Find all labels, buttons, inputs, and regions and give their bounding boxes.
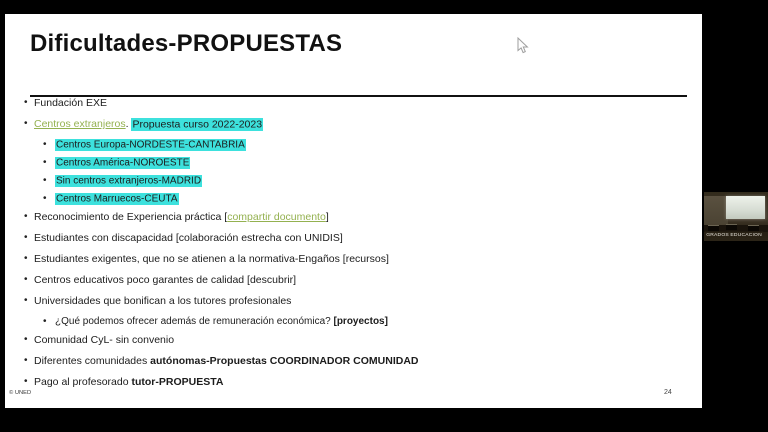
text-segment: Pago al profesorado	[34, 376, 132, 388]
bullet-item	[5, 175, 693, 187]
bullet-marker: •	[43, 175, 47, 186]
classroom-wall	[704, 196, 728, 226]
text-segment: Centros América-NOROESTE	[56, 157, 190, 168]
bullet-marker: •	[24, 253, 28, 264]
bullet-item	[5, 157, 693, 169]
bullet-marker: •	[43, 139, 47, 150]
bullet-marker: •	[24, 334, 28, 345]
bullet-item	[5, 253, 693, 265]
hyperlink[interactable]: compartir documento	[227, 211, 326, 223]
text-segment: Universidades que bonifican a los tutores profesionales	[34, 295, 292, 307]
bullet-item	[5, 376, 693, 388]
bullet-marker: •	[24, 274, 28, 285]
bullet-item	[5, 232, 693, 244]
bullet-marker: •	[43, 157, 47, 168]
bullet-marker: •	[24, 376, 28, 387]
text-segment: Reconocimiento de Experiencia práctica [	[34, 211, 228, 223]
bullet-item	[5, 211, 693, 223]
bullet-marker: •	[24, 211, 28, 222]
bullet-marker: •	[24, 355, 28, 366]
text-segment: Sin centros extranjeros-MADRID	[56, 175, 202, 186]
hyperlink[interactable]: Centros extranjeros	[34, 118, 126, 130]
bullet-item	[5, 118, 693, 130]
bullet-item	[5, 316, 693, 328]
bullet-item	[5, 295, 693, 307]
laptop-silhouette	[748, 225, 759, 231]
bullet-item	[5, 334, 693, 346]
page-number: 24	[664, 388, 672, 396]
mouse-cursor-icon	[517, 37, 529, 54]
bullet-marker: •	[24, 295, 28, 306]
text-segment: .	[125, 118, 132, 130]
text-segment: Centros educativos poco garantes de calidad [descubrir]	[34, 274, 297, 286]
bullet-marker: •	[43, 316, 47, 327]
bullet-item	[5, 139, 693, 151]
text-segment: Estudiantes con discapacidad [colaboración estrecha con UNIDIS]	[34, 232, 343, 244]
bullet-item	[5, 355, 693, 367]
text-segment: [proyectos]	[333, 316, 388, 327]
webcam-thumbnail[interactable]	[704, 192, 768, 241]
bullet-list	[5, 97, 693, 397]
bullet-marker: •	[43, 193, 47, 204]
text-segment: Comunidad CyL- sin convenio	[34, 334, 175, 346]
presentation-slide	[5, 14, 702, 408]
slide-title: Dificultades-PROPUESTAS	[30, 30, 343, 57]
bullet-marker: •	[24, 118, 28, 129]
laptop-silhouette	[708, 225, 719, 231]
laptop-silhouette	[726, 224, 737, 230]
bullet-item	[5, 193, 693, 205]
text-segment: Centros Europa-NORDESTE-CANTABRIA	[56, 139, 245, 150]
webcam-caption: GRADOS EDUCACION	[706, 231, 762, 238]
bullet-item	[5, 274, 693, 286]
text-segment: tutor-PROPUESTA	[131, 376, 224, 388]
text-segment: ¿Qué podemos ofrecer además de remuneración económica?	[55, 316, 334, 327]
bullet-marker: •	[24, 97, 28, 108]
text-segment: autónomas-Propuestas COORDINADOR COMUNIDAD	[150, 355, 419, 367]
text-segment: Centros Marruecos-CEUTA	[56, 193, 178, 204]
bullet-marker: •	[24, 232, 28, 243]
copyright-text: © UNED	[9, 389, 32, 396]
text-segment: Fundación EXE	[34, 97, 107, 109]
text-segment: Estudiantes exigentes, que no se atienen a la normativa-Engaños [recursos]	[34, 253, 389, 265]
bullet-item	[5, 97, 693, 109]
text-segment: Diferentes comunidades	[34, 355, 151, 367]
text-segment: Propuesta curso 2022-2023	[132, 118, 263, 130]
text-segment: ]	[325, 211, 329, 223]
projection-screen	[726, 196, 765, 219]
